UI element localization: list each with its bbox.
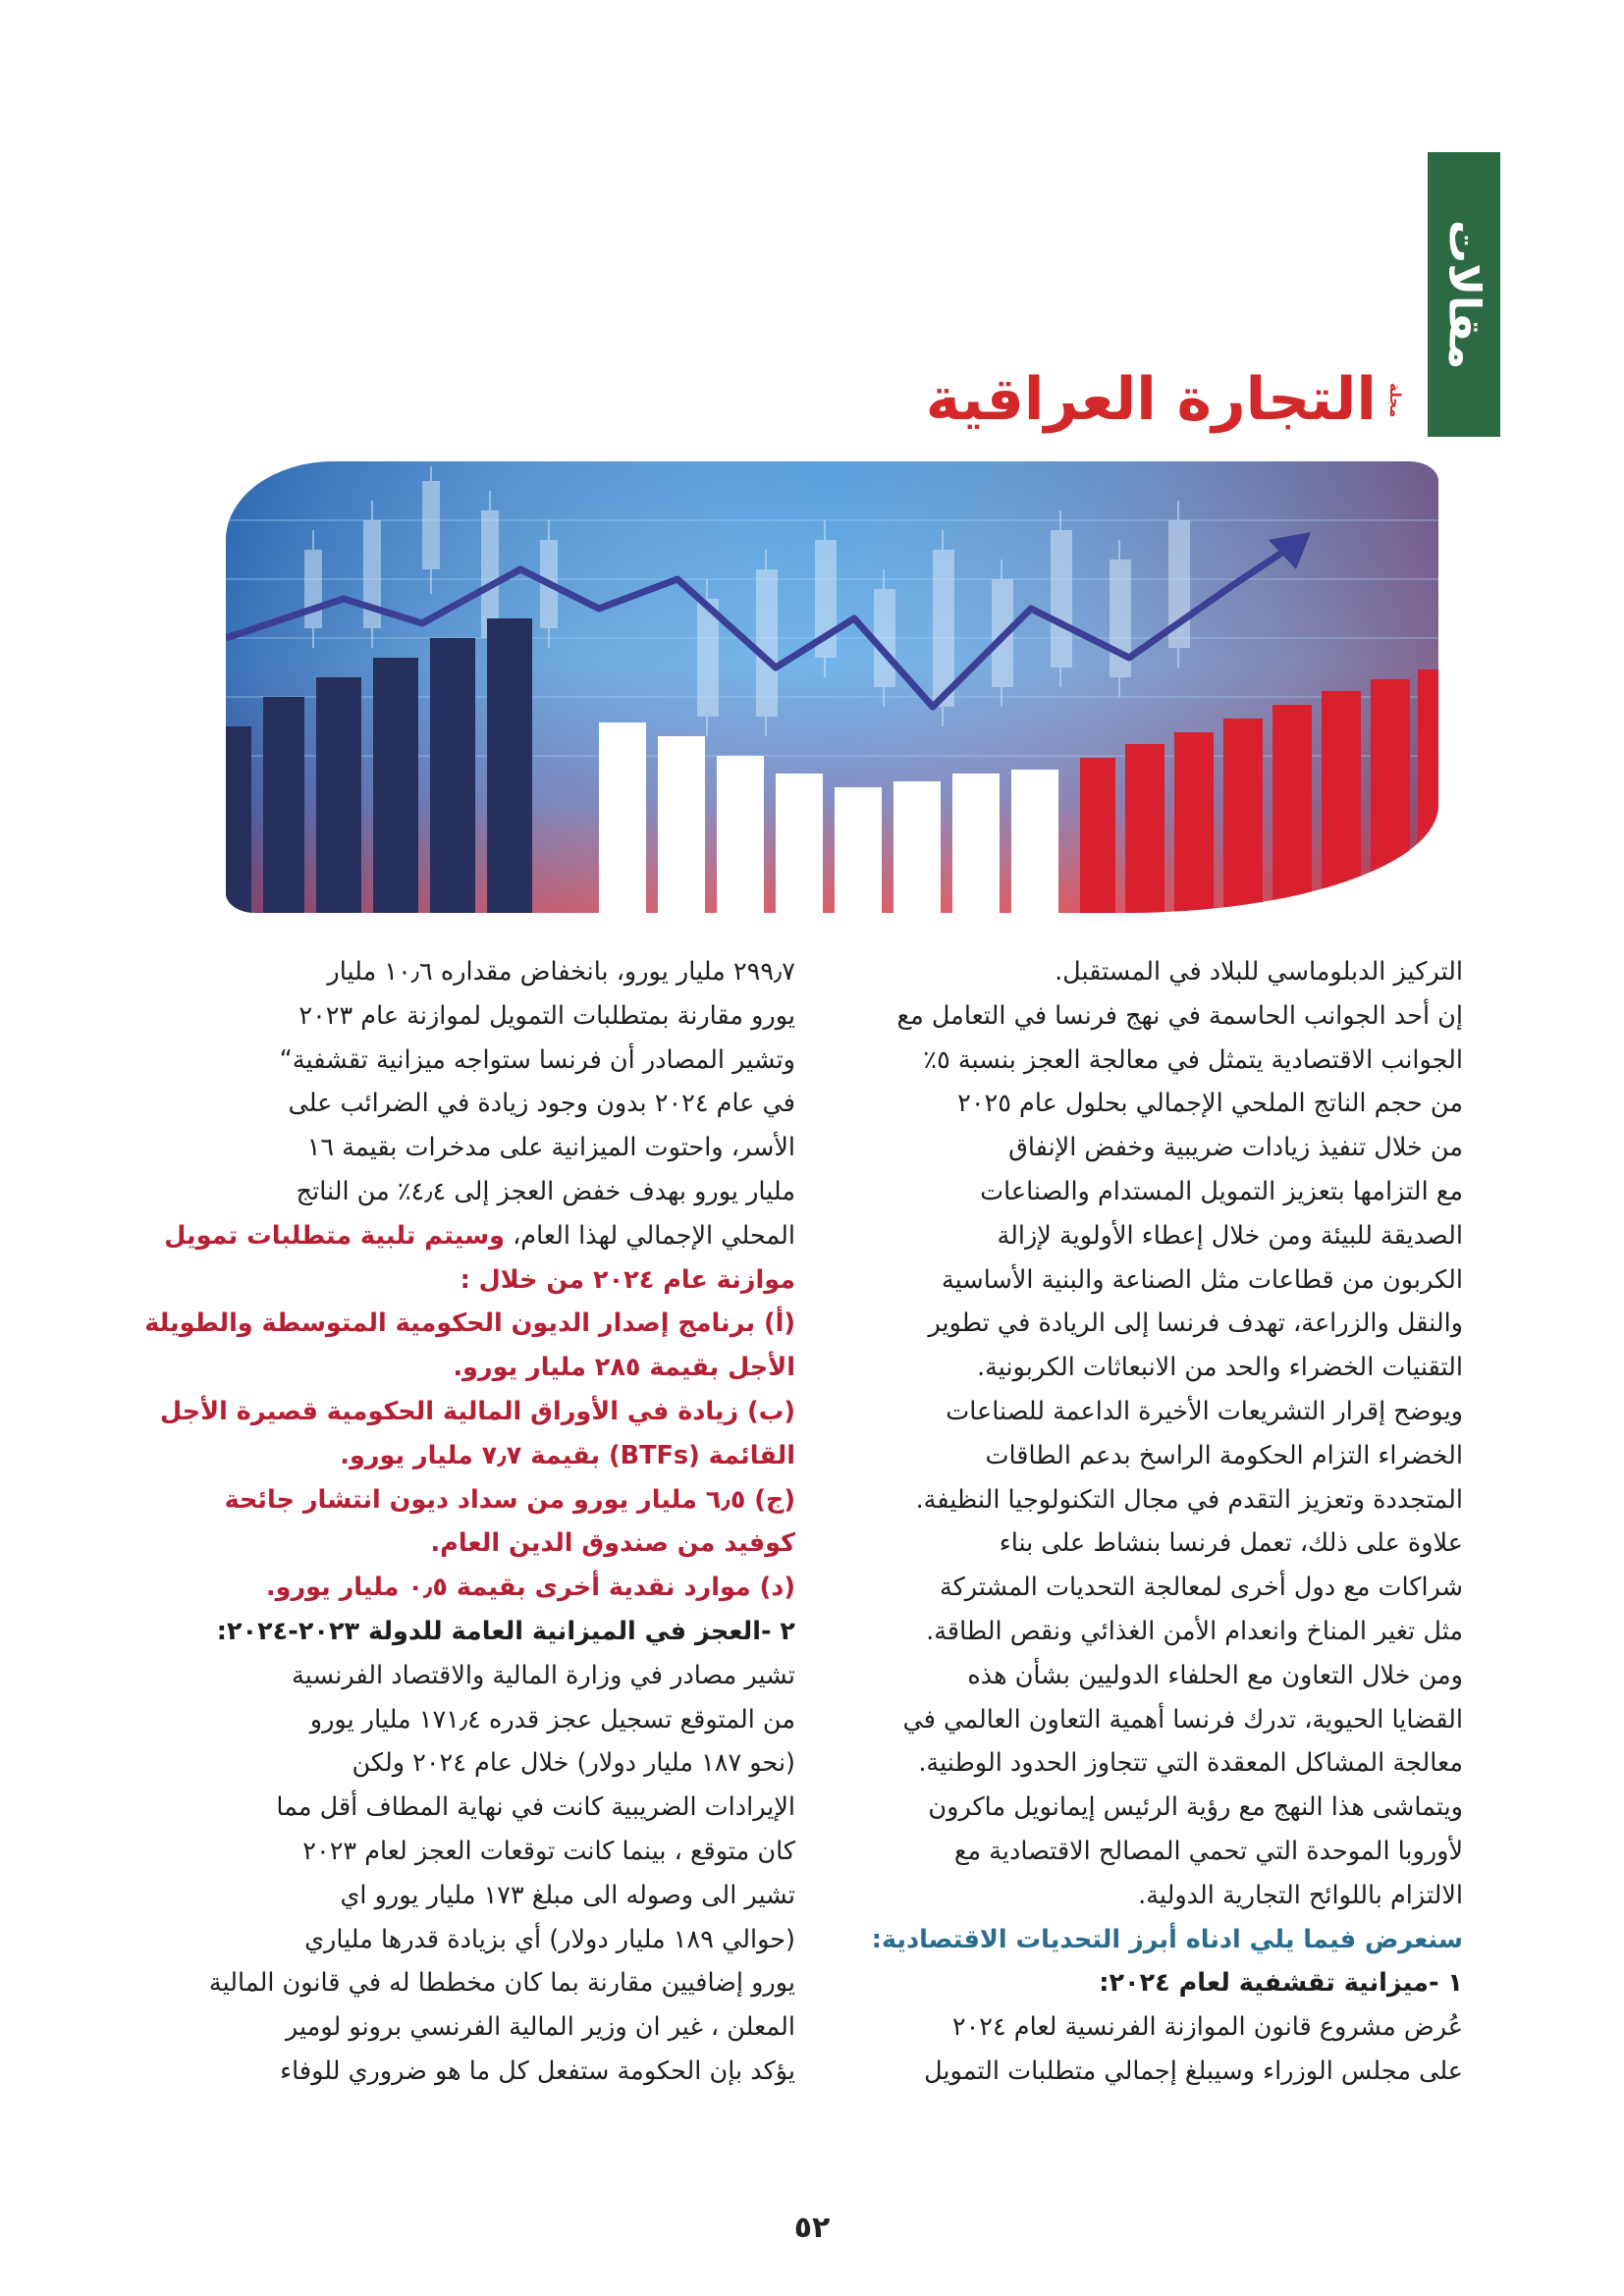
text-line: معالجة المشاكل المعقدة التي تتجاوز الحدود الوطنية. <box>918 1748 1463 1779</box>
text-line: (نحو ١٨٧ مليار دولار) خلال عام ٢٠٢٤ ولكن <box>352 1748 795 1779</box>
funding-item-a-cont: الأجل بقيمة ٢٨٥ مليار يورو. <box>453 1353 795 1383</box>
text-line: الأسر، واحتوت الميزانية على مدخرات بقيمة ١٦ <box>306 1133 795 1163</box>
text-line: الكربون من قطاعات مثل الصناعة والبنية الأساسية <box>942 1264 1463 1295</box>
article-column-right <box>807 950 1463 2094</box>
text-line: القضايا الحيوية، تدرك فرنسا أهمية التعاون العالمي في <box>902 1704 1463 1735</box>
highlight-line: موازنة عام ٢٠٢٤ من خلال : <box>460 1264 795 1295</box>
article-column-left <box>139 950 795 2094</box>
text-line: تشير الى وصوله الى مبلغ ١٧٣ مليار يورو اي <box>340 1880 795 1910</box>
hero-graphic <box>226 461 1438 913</box>
text-line: من خلال تنفيذ زيادات ضريبية وخفض الإنفاق <box>1008 1133 1463 1163</box>
funding-item-c: (ج) ٦٫٥ مليار يورو من سداد ديون انتشار جائحة <box>224 1484 795 1515</box>
text-line: (حوالي ١٨٩ مليار دولار) أي بزيادة قدرها ملياري <box>304 1924 795 1954</box>
text-line: وتشير المصادر أن فرنسا ستواجه ميزانية تقشفية“ <box>279 1044 795 1075</box>
text-line: المعلن ، غير ان وزير المالية الفرنسي برونو لومير <box>285 2012 795 2043</box>
text-line: علاوة على ذلك، تعمل فرنسا بنشاط على بناء <box>999 1528 1463 1559</box>
text-line: الخضراء التزام الحكومة الراسخ بدعم الطاقات <box>985 1440 1463 1470</box>
text-line: الجوانب الاقتصادية يتمثل في معالجة العجز بنسبة ٥٪ <box>923 1044 1463 1075</box>
text-line: ٢٩٩٫٧ مليار يورو، بانخفاض مقداره ١٠٫٦ مليار <box>327 957 795 987</box>
text-line: كان متوقع ، بينما كانت توقعات العجز لعام ٢٠٢٣ <box>302 1836 795 1866</box>
subsection-heading: ١ -ميزانية تقشفية لعام ٢٠٢٤: <box>1099 1968 1463 1999</box>
text-line: شراكات مع دول أخرى لمعالجة التحديات المشتركة <box>939 1573 1463 1603</box>
text-line: يؤكد بإن الحكومة ستفعل كل ما هو ضروري للوفاء <box>280 2056 795 2086</box>
text-line: ويوضح إقرار التشريعات الأخيرة الداعمة للصناعات <box>946 1396 1463 1426</box>
text-line: الصديقة للبيئة ومن خلال إعطاء الأولوية لإزالة <box>997 1220 1463 1251</box>
section-tab <box>1428 152 1500 437</box>
text-line: تشير مصادر في وزارة المالية والاقتصاد الفرنسية <box>292 1660 795 1690</box>
funding-item-a: (أ) برنامج إصدار الديون الحكومية المتوسطة والطويلة <box>144 1308 795 1339</box>
funding-item-b: (ب) زيادة في الأوراق المالية الحكومية قصيرة الأجل <box>160 1396 795 1426</box>
text-line: من المتوقع تسجيل عجز قدره ١٧١٫٤ مليار يورو <box>309 1704 795 1735</box>
logo-small-text: مجلة <box>1386 383 1404 418</box>
funding-item-c-cont: كوفيد من صندوق الدين العام. <box>430 1528 795 1559</box>
text-line: لأوروبا الموحدة التي تحمي المصالح الاقتصادية مع <box>953 1836 1463 1866</box>
page-number: ٥٢ <box>793 2211 831 2245</box>
text-line-mixed <box>139 1214 795 1258</box>
text-line: مع التزامها بتعزيز التمويل المستدام والصناعات <box>980 1176 1463 1206</box>
logo-main-text: التجارة العراقية <box>925 365 1377 434</box>
text-line: يورو مقارنة بمتطلبات التمويل لموازنة عام ٢٠٢٣ <box>298 1000 795 1031</box>
text-line: التركيز الدبلوماسي للبلاد في المستقبل. <box>1055 957 1463 987</box>
text-segment: المحلي الإجمالي لهذا العام، <box>513 1220 795 1251</box>
text-line: الالتزام باللوائح التجارية الدولية. <box>1138 1880 1463 1910</box>
highlight-text: وسيتم تلبية متطلبات تمويل <box>164 1220 505 1251</box>
funding-item-b-cont: القائمة (BTFs) بقيمة ٧٫٧ مليار يورو. <box>340 1440 795 1470</box>
funding-item-d: (د) موارد نقدية أخرى بقيمة ٠٫٥ مليار يورو. <box>265 1573 795 1603</box>
text-line: المتجددة وتعزيز التقدم في مجال التكنولوجيا النظيفة. <box>915 1484 1463 1515</box>
text-line: الإيرادات الضريبية كانت في نهاية المطاف أقل مما <box>276 1792 795 1823</box>
subsection-heading: ٢ -العجز في الميزانية العامة للدولة ٢٠٢٣-٢٠٢٤: <box>216 1616 795 1646</box>
text-line: التقنيات الخضراء والحد من الانبعاثات الكربونية. <box>976 1353 1463 1383</box>
text-line: ويتماشى هذا النهج مع رؤية الرئيس إيمانويل ماكرون <box>928 1792 1463 1823</box>
magazine-logo <box>925 365 1404 454</box>
text-line: من حجم الناتج الملحي الإجمالي بحلول عام ٢٠٢٥ <box>957 1089 1463 1119</box>
section-tab-label: مقالات <box>1438 219 1489 370</box>
text-line: ومن خلال التعاون مع الحلفاء الدوليين بشأن هذه <box>967 1660 1463 1690</box>
section-heading: سنعرض فيما يلي ادناه أبرز التحديات الاقتصادية: <box>871 1924 1463 1954</box>
text-line: في عام ٢٠٢٤ بدون وجود زيادة في الضرائب على <box>288 1089 795 1119</box>
text-line: إن أحد الجوانب الحاسمة في نهج فرنسا في التعامل مع <box>896 1000 1463 1031</box>
text-line: يورو إضافيين مقارنة بما كان مخططا له في قانون المالية <box>208 1968 795 1999</box>
text-line: على مجلس الوزراء وسيبلغ إجمالي متطلبات التمويل <box>924 2056 1463 2086</box>
text-line: مثل تغير المناخ وانعدام الأمن الغذائي ونقص الطاقة. <box>926 1616 1463 1646</box>
text-line: مليار يورو بهدف خفض العجز إلى ٤٫٤٪ من الناتج <box>296 1176 795 1206</box>
text-line: والنقل والزراعة، تهدف فرنسا إلى الريادة في تطوير <box>928 1308 1463 1339</box>
hero-image <box>226 461 1438 913</box>
text-line: عُرض مشروع قانون الموازنة الفرنسية لعام ٢٠٢٤ <box>951 2012 1463 2043</box>
